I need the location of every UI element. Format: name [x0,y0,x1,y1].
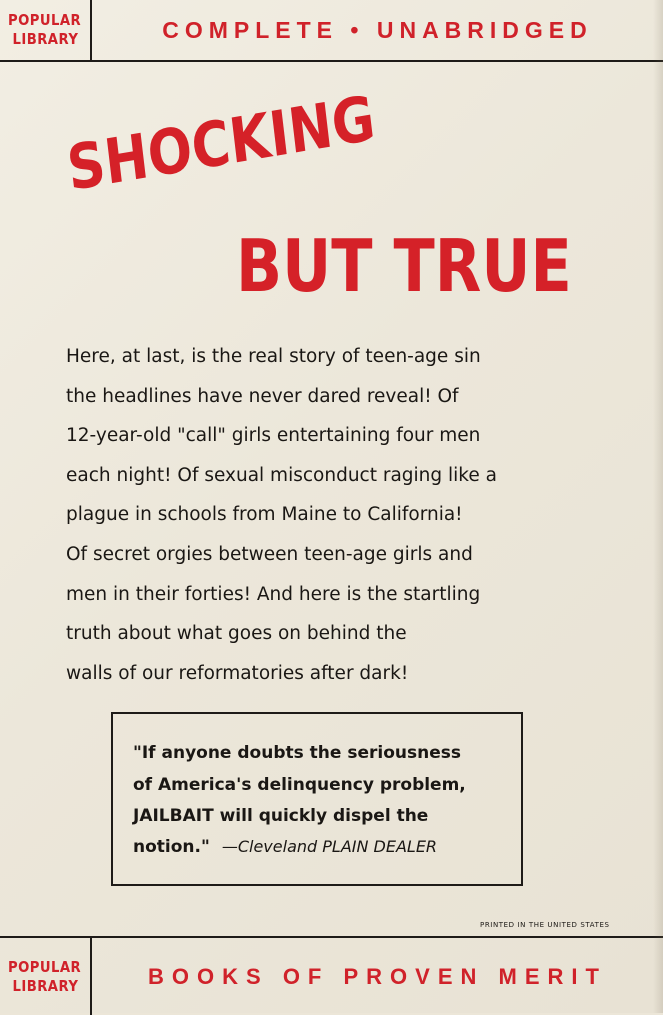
header-banner: COMPLETE • UNABRIDGED [162,16,593,43]
headline-line1: SHOCKING [63,81,379,205]
headline-line2: BUT TRUE [236,224,572,308]
page-edge-shadow [653,0,663,1013]
blurb [66,337,626,693]
blurb-line: men in their forties! And here is the startling [66,583,481,605]
publisher-logo-line2: LIBRARY [12,976,78,995]
blurb-line: Of secret orgies between teen-age girls and [66,543,473,565]
header-band [0,0,663,62]
blurb-line: walls of our reformatories after dark! [66,662,409,684]
blurb-line: the headlines have never dared reveal! Of [66,385,459,407]
blurb-line: truth about what goes on behind the [66,623,407,645]
publisher-logo-line1: POPULAR [8,957,82,976]
publisher-logo-line2: LIBRARY [12,30,78,48]
publisher-logo [0,0,92,60]
blurb-line: 12-year-old "call" girls entertaining four men [66,425,481,447]
blurb-line: plague in schools from Maine to California! [66,504,463,526]
quote-line: notion." [133,837,210,857]
footer-banner: BOOKS OF PROVEN MERIT [148,963,607,989]
quote-last-line [133,832,513,862]
quote-line: of America's delinquency problem, [133,775,466,795]
quote-line: JAILBAIT will quickly dispel the [133,806,429,826]
quote-line: "If anyone doubts the seriousness [133,743,461,763]
blurb-line: Here, at last, is the real story of teen-age sin [66,346,481,367]
publisher-logo-line1: POPULAR [8,11,82,29]
footer-band [0,936,663,1015]
publisher-logo-footer [0,938,92,1015]
quote-attribution: —Cleveland PLAIN DEALER [221,837,438,856]
blurb-line: each night! Of sexual misconduct raging like a [66,464,497,486]
printed-in-note: PRINTED IN THE UNITED STATES [480,921,610,929]
review-quote-box [111,712,523,886]
